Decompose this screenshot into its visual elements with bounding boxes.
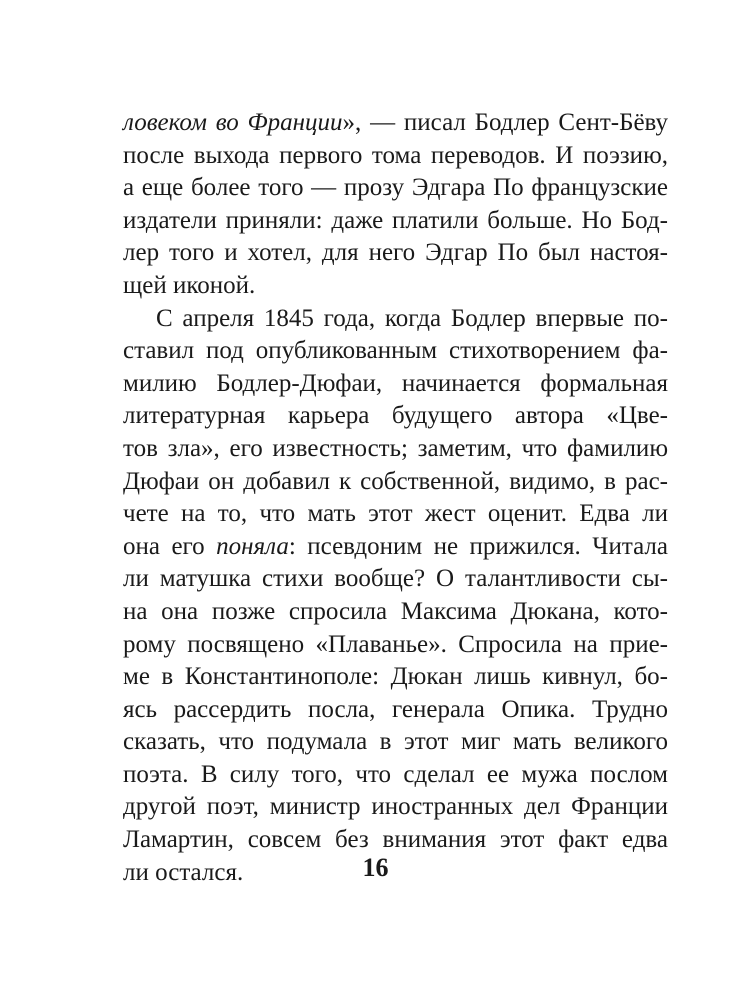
text-line: милию Бодлер-Дюфаи, начинается формальная (123, 369, 668, 397)
text-fragment: : псевдоним не прижился. Читала (288, 532, 668, 560)
text-line: тов зла», его известность; заметим, что фамилию (123, 434, 668, 462)
text-line: литературная карьера будущего автора «Цве- (123, 402, 668, 430)
text-line (123, 107, 668, 140)
text-line: другой поэт, министр иностранных дел Франции (123, 793, 668, 821)
paragraph-2 (123, 303, 668, 890)
text-line: рому посвящено «Плаванье». Спросила на прие- (123, 630, 668, 658)
text-line: сказать, что подумала в этот миг мать великого (123, 728, 668, 756)
text-line: ли остался. (123, 858, 244, 886)
text-line: поэта. В силу того, что сделал ее мужа послом (123, 760, 668, 788)
text-fragment: », — писал Бодлер Сент-Бёву (342, 109, 668, 136)
text-line: Дюфаи он добавил к собственной, видимо, в рас- (123, 467, 668, 495)
text-line: а еще более того — прозу Эдгара По французские (123, 174, 668, 202)
italic-text: ловеком во Франции (123, 109, 343, 136)
text-line: на она позже спросила Максима Дюкана, кото- (123, 597, 668, 625)
paragraph-1 (123, 107, 668, 303)
text-line: С апреля 1845 года, когда Бодлер впервые по- (156, 304, 668, 332)
text-line: ме в Константинополе: Дюкан лишь кивнул, бо- (123, 663, 668, 691)
text-line (123, 531, 668, 564)
text-line: после выхода первого тома переводов. И поэзию, (123, 141, 668, 169)
text-line: Ламартин, совсем без внимания этот факт едва (123, 826, 668, 854)
text-line: чете на то, что мать этот жест оценит. Едва ли (123, 500, 668, 528)
text-line: ясь рассердить посла, генерала Опика. Трудно (123, 695, 668, 723)
text-line: лер того и хотел, для него Эдгар По был настоя- (123, 239, 668, 267)
text-line: ставил под опубликованным стихотворением фа- (123, 337, 668, 365)
italic-text: поняла (216, 532, 289, 560)
text-fragment: она его (123, 532, 217, 560)
page-number: 16 (362, 853, 389, 882)
text-line: издатели приняли: даже платили больше. Но Бод- (123, 206, 668, 234)
text-line: ли матушка стихи вообще? О талантливости сы- (123, 565, 668, 593)
text-line: щей иконой. (123, 271, 256, 299)
page-body (123, 107, 668, 889)
